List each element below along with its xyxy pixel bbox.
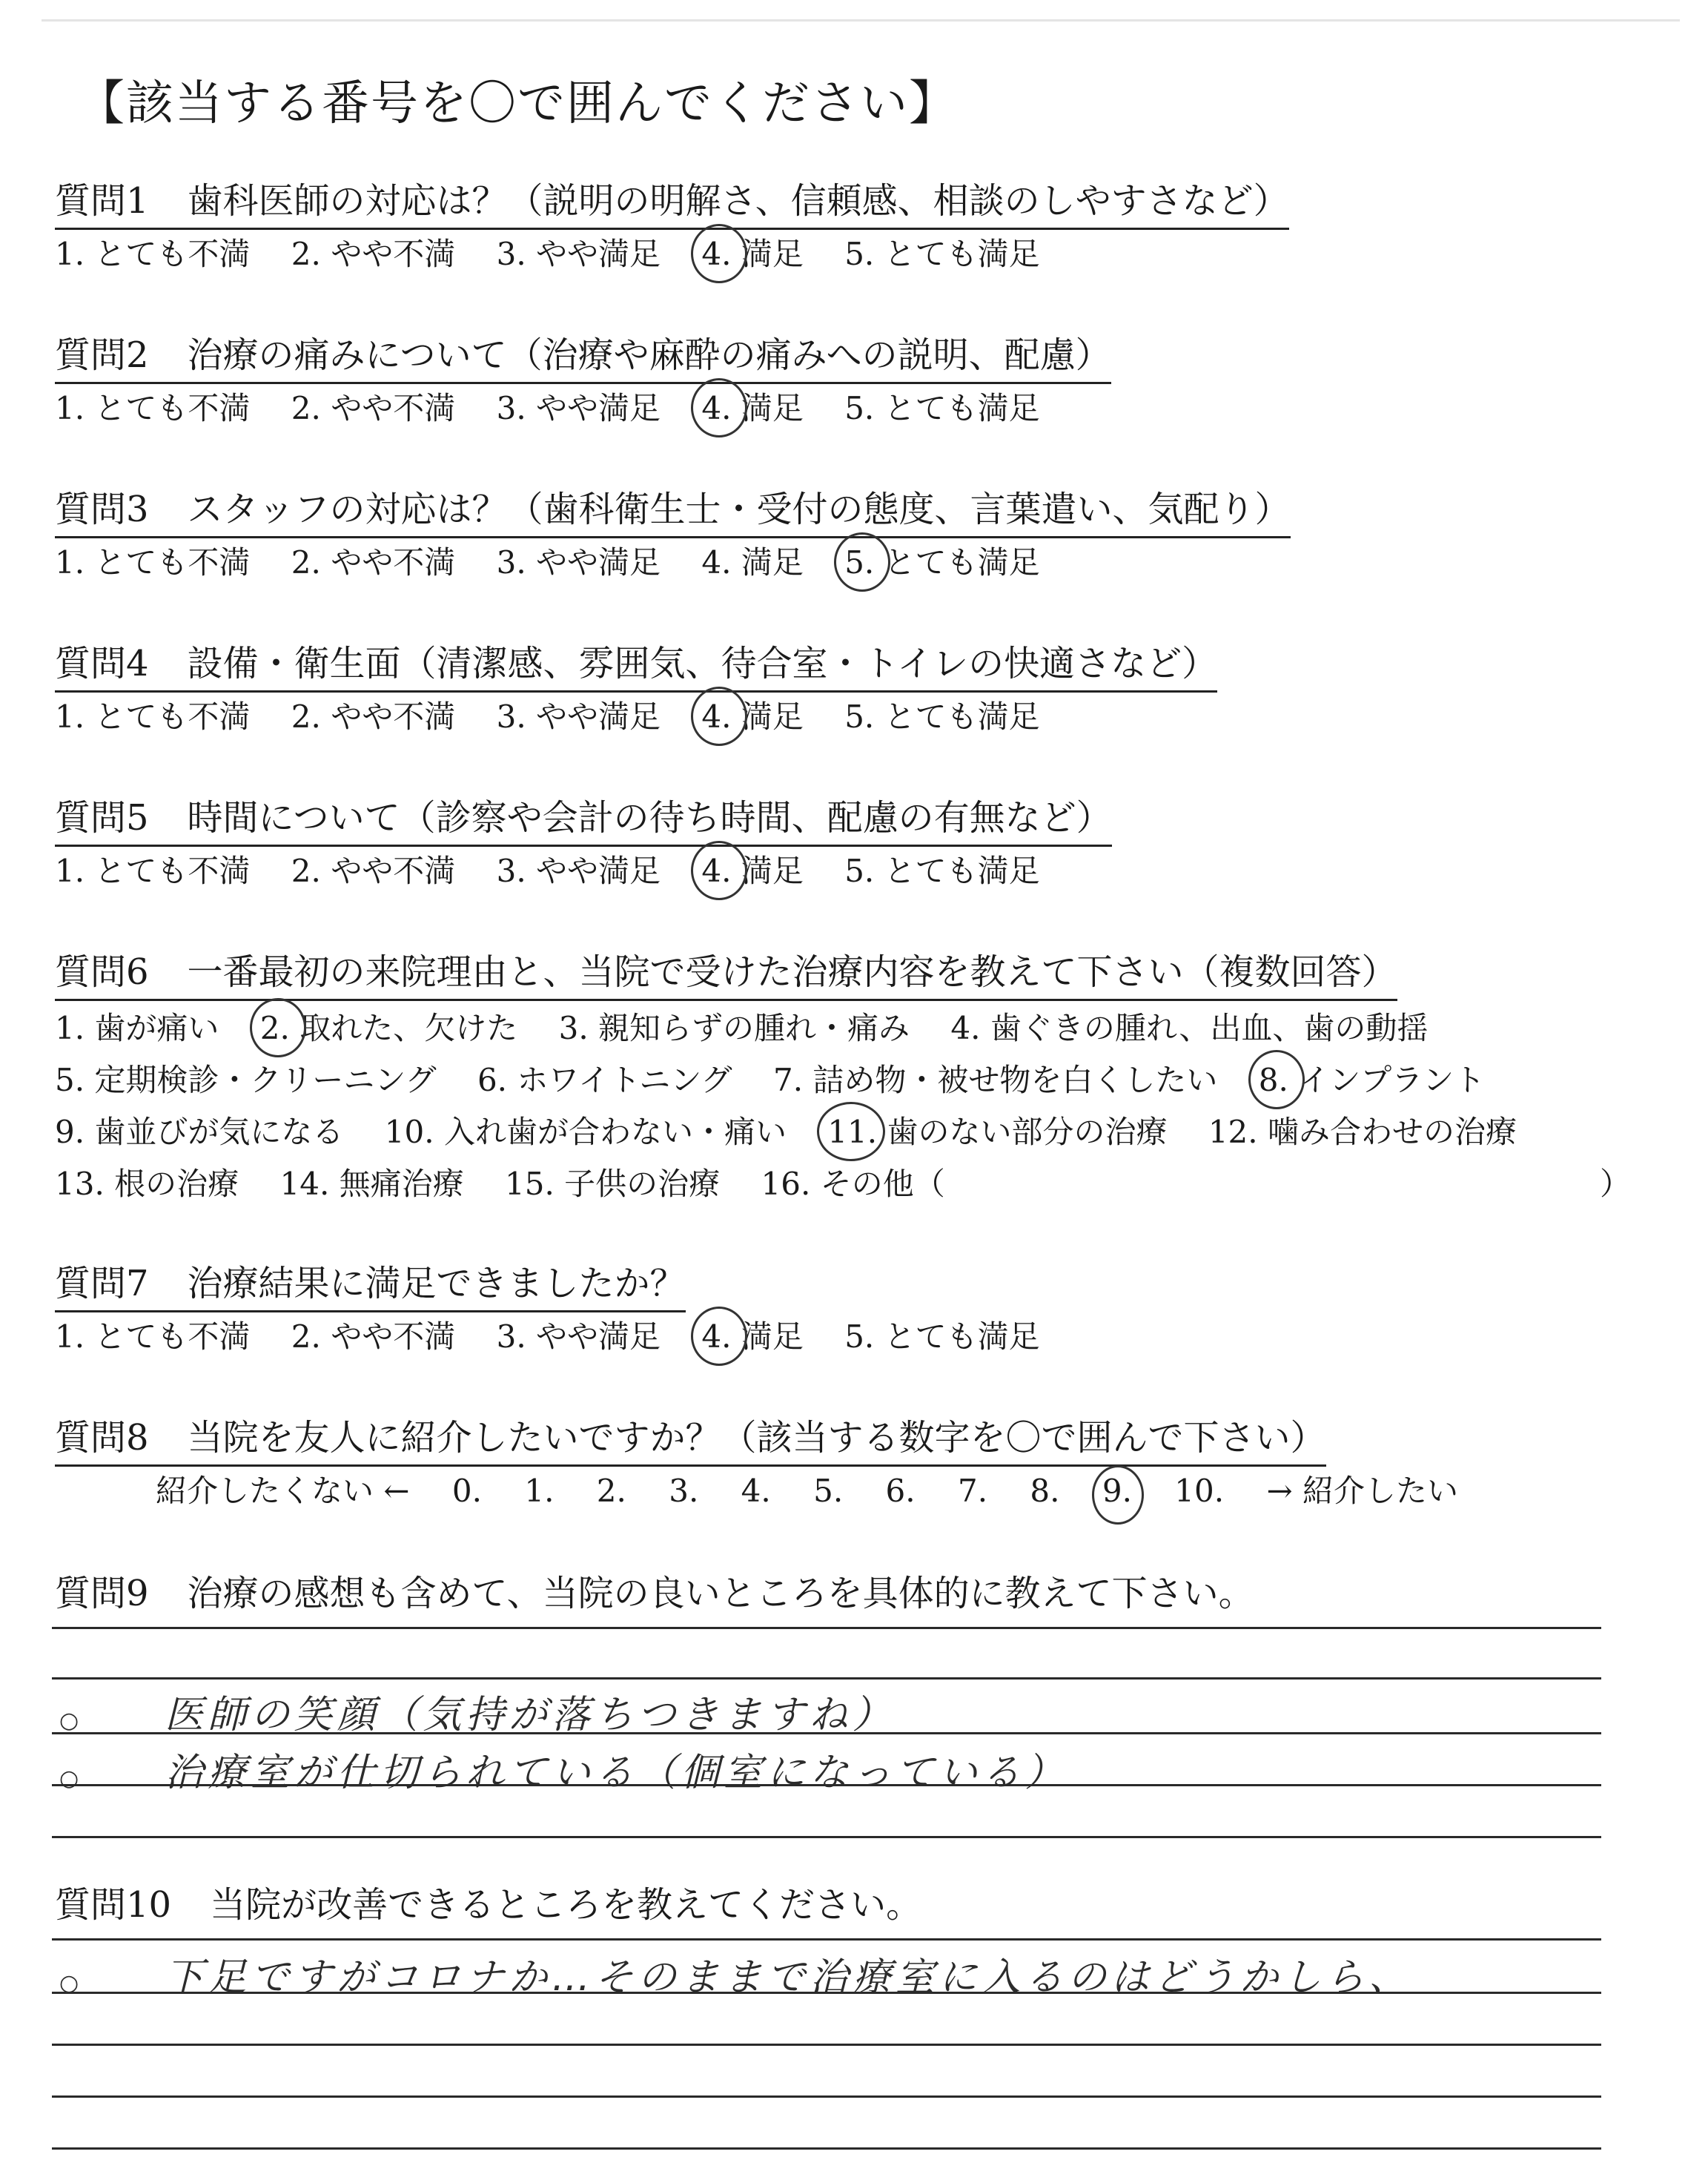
question-7-number: 質問7	[55, 1263, 149, 1304]
q6-option-5[interactable]: 5. 定期検診・クリーニング	[55, 1062, 437, 1098]
write-line	[52, 2095, 1601, 2098]
question-7-title	[55, 1255, 686, 1312]
question-3-number: 質問3	[55, 489, 149, 530]
question-5-number: 質問5	[55, 797, 149, 839]
q6-option-12[interactable]: 12. 噛み合わせの治療	[1208, 1114, 1517, 1150]
question-2-number: 質問2	[55, 334, 149, 376]
q2-option-4[interactable]: 4. 満足	[701, 384, 803, 429]
q4-option-5[interactable]: 5. とても満足	[844, 698, 1040, 735]
q6-option-10[interactable]: 10. 入れ歯が合わない・痛い	[384, 1114, 787, 1150]
question-10-title	[55, 1876, 921, 1927]
write-line	[52, 1992, 1601, 1994]
q1-option-4[interactable]: 4. 満足	[701, 230, 803, 274]
question-1-options	[55, 230, 1071, 274]
q5-option-2[interactable]: 2. やや不満	[291, 853, 456, 889]
q10-answer-1[interactable]: ○ 下足ですがコロナか…そのままで治療室に入るのはどうかしら、	[59, 1955, 1412, 2000]
question-9-text: 治療の感想も含めて、当院の良いところを具体的に教えて下さい。	[187, 1573, 1254, 1614]
scale-right-label: → 紹介したい	[1266, 1473, 1458, 1509]
question-8-title	[55, 1409, 1326, 1467]
scale-left-label: 紹介したくない ←	[156, 1473, 410, 1509]
q5-option-1[interactable]: 1. とても不満	[55, 853, 251, 889]
q3-option-1[interactable]: 1. とても不満	[55, 544, 251, 581]
question-4-title	[55, 635, 1217, 693]
q3-option-2[interactable]: 2. やや不満	[291, 544, 456, 581]
question-8-scale	[156, 1467, 1491, 1511]
write-line	[52, 1732, 1601, 1734]
question-10-text: 当院が改善できるところを教えてください。	[210, 1884, 922, 1926]
question-5-options	[55, 847, 1071, 891]
question-6-row-3	[55, 1108, 1548, 1152]
question-6-text: 一番最初の来院理由と、当院で受けた治療内容を教えて下さい（複数回答）	[187, 951, 1397, 993]
question-9-number: 質問9	[55, 1573, 149, 1614]
scale-0[interactable]: 0.	[451, 1473, 482, 1509]
q6-other-close-paren: ）	[1600, 1166, 1632, 1202]
q9-answer-2[interactable]: ○ 治療室が仕切られている（個室になっている）	[59, 1751, 1068, 1795]
q6-option-8[interactable]: 8. インプラント	[1259, 1056, 1485, 1100]
write-line	[52, 1836, 1601, 1838]
question-2-options	[55, 384, 1071, 429]
q7-option-4[interactable]: 4. 満足	[701, 1312, 803, 1357]
q2-option-5[interactable]: 5. とても満足	[844, 390, 1040, 426]
question-6-row-2	[55, 1056, 1516, 1100]
question-7-options	[55, 1312, 1071, 1357]
question-8-text: 当院を友人に紹介したいですか？（該当する数字を〇で囲んで下さい）	[187, 1417, 1326, 1459]
q2-option-1[interactable]: 1. とても不満	[55, 390, 251, 426]
q7-option-3[interactable]: 3. やや満足	[496, 1318, 661, 1355]
question-2-text: 治療の痛みについて（治療や麻酔の痛みへの説明、配慮）	[187, 334, 1111, 376]
write-line	[52, 1677, 1601, 1680]
q4-option-4[interactable]: 4. 満足	[701, 693, 803, 737]
scale-10[interactable]: 10.	[1174, 1473, 1225, 1509]
q7-option-1[interactable]: 1. とても不満	[55, 1318, 251, 1355]
q1-option-5[interactable]: 5. とても満足	[844, 236, 1040, 272]
question-4-options	[55, 693, 1071, 737]
q6-option-6[interactable]: 6. ホワイトニング	[477, 1062, 732, 1098]
question-7-text: 治療結果に満足できましたか？	[187, 1263, 686, 1304]
q6-option-11[interactable]: 11. 歯のない部分の治療	[827, 1108, 1167, 1152]
question-9-title	[55, 1565, 1254, 1616]
question-4-number: 質問4	[55, 643, 149, 684]
q1-option-1[interactable]: 1. とても不満	[55, 236, 251, 272]
question-1-text: 歯科医師の対応は？（説明の明解さ、信頼感、相談のしやすさなど）	[187, 180, 1289, 222]
q9-answer-1[interactable]: ○ 医師の笑顔（気持が落ちつきますね）	[59, 1693, 896, 1737]
q7-option-5[interactable]: 5. とても満足	[844, 1318, 1040, 1355]
bullet-mark: ○	[59, 1766, 84, 1791]
question-3-options	[55, 538, 1071, 583]
q4-option-2[interactable]: 2. やや不満	[291, 698, 456, 735]
q6-option-14[interactable]: 14. 無痛治療	[279, 1166, 464, 1202]
bullet-mark: ○	[59, 1970, 84, 1996]
scale-8[interactable]: 8.	[1030, 1473, 1060, 1509]
q6-option-1[interactable]: 1. 歯が痛い	[55, 1010, 219, 1046]
scale-6[interactable]: 6.	[885, 1473, 916, 1509]
question-6-row-4	[55, 1160, 976, 1204]
q6-option-13[interactable]: 13. 根の治療	[55, 1166, 239, 1202]
bullet-mark: ○	[59, 1708, 84, 1734]
question-2-title	[55, 326, 1111, 384]
q4-option-3[interactable]: 3. やや満足	[496, 698, 661, 735]
question-1-number: 質問1	[55, 180, 149, 222]
page-title: 【該当する番号を〇で囲んでください】	[77, 76, 958, 131]
scale-7[interactable]: 7.	[957, 1473, 988, 1509]
q5-option-3[interactable]: 3. やや満足	[496, 853, 661, 889]
top-rule	[42, 19, 1680, 22]
scale-5[interactable]: 5.	[813, 1473, 844, 1509]
scale-4[interactable]: 4.	[741, 1473, 771, 1509]
write-line	[52, 2147, 1601, 2150]
q5-option-5[interactable]: 5. とても満足	[844, 853, 1040, 889]
question-6-number: 質問6	[55, 951, 149, 993]
q3-option-4[interactable]: 4. 満足	[701, 544, 804, 581]
question-5-title	[55, 789, 1112, 847]
q6-option-2[interactable]: 2. 取れた、欠けた	[260, 1004, 517, 1048]
question-10-number: 質問10	[55, 1884, 172, 1926]
q2-option-3[interactable]: 3. やや満足	[496, 390, 661, 426]
q5-option-4[interactable]: 4. 満足	[701, 847, 803, 891]
q6-option-15[interactable]: 15. 子供の治療	[505, 1166, 721, 1202]
q4-option-1[interactable]: 1. とても不満	[55, 698, 251, 735]
question-4-text: 設備・衛生面（清潔感、雰囲気、待合室・トイレの快適さなど）	[187, 643, 1218, 684]
scale-9[interactable]: 9.	[1102, 1473, 1132, 1509]
q6-option-9[interactable]: 9. 歯並びが気になる	[55, 1114, 344, 1150]
question-6-title	[55, 943, 1397, 1001]
q7-option-2[interactable]: 2. やや不満	[291, 1318, 456, 1355]
write-line	[52, 1627, 1601, 1629]
q1-option-2[interactable]: 2. やや不満	[291, 236, 456, 272]
write-line	[52, 2044, 1601, 2046]
question-1-title	[55, 172, 1289, 230]
question-5-text: 時間について（診察や会計の待ち時間、配慮の有無など）	[187, 797, 1112, 839]
q6-option-4[interactable]: 4. 歯ぐきの腫れ、出血、歯の動揺	[950, 1010, 1429, 1046]
q6-option-7[interactable]: 7. 詰め物・被せ物を白くしたい	[772, 1062, 1218, 1098]
scale-3[interactable]: 3.	[669, 1473, 699, 1509]
scale-1[interactable]: 1.	[524, 1473, 555, 1509]
q3-option-3[interactable]: 3. やや満足	[496, 544, 661, 581]
q6-option-3[interactable]: 3. 親知らずの腫れ・痛み	[558, 1010, 910, 1046]
scale-2[interactable]: 2.	[596, 1473, 626, 1509]
question-6-row-1	[55, 1004, 1459, 1048]
q3-option-5[interactable]: 5. とても満足	[844, 538, 1039, 583]
q6-option-16[interactable]: 16. その他（	[761, 1166, 945, 1202]
write-line	[52, 1938, 1601, 1941]
q1-option-3[interactable]: 3. やや満足	[496, 236, 661, 272]
q2-option-2[interactable]: 2. やや不満	[291, 390, 456, 426]
question-3-title	[55, 480, 1291, 538]
question-3-text: スタッフの対応は？（歯科衛生士・受付の態度、言葉遣い、気配り）	[187, 489, 1291, 530]
question-8-number: 質問8	[55, 1417, 149, 1459]
write-line	[52, 1784, 1601, 1786]
